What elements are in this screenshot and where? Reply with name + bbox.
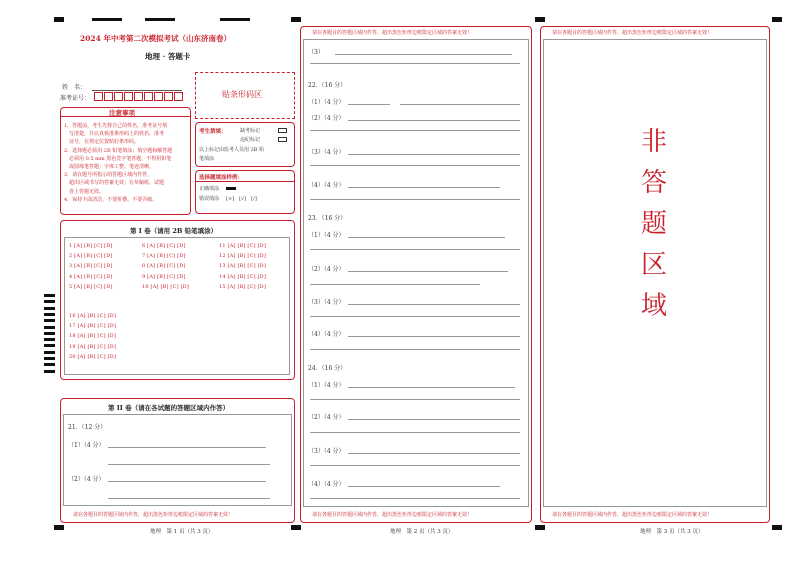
timing-mark xyxy=(44,300,55,303)
question-label: （1）（4 分） xyxy=(308,382,345,389)
registration-mark xyxy=(535,17,545,22)
page3-bottom-notice: 请在各题目的答题区域内作答，超出黑色矩形边框限定区域的答案无效！ xyxy=(552,512,713,518)
note-item: 证号，在规定位置贴好条形码。 xyxy=(64,139,140,146)
page1-footer: 地理 第 1 页（共 3 页） xyxy=(150,529,214,535)
answer-line[interactable] xyxy=(310,249,520,250)
choice-row[interactable]: 10 [A] [B] [C] [D] xyxy=(142,283,190,290)
ticket-digit-cell[interactable] xyxy=(134,92,143,101)
answer-line[interactable] xyxy=(348,271,508,272)
answer-line[interactable] xyxy=(108,464,270,465)
correct-fill-label: 正确填涂 xyxy=(199,186,220,192)
answer-line[interactable] xyxy=(310,465,520,466)
choice-row[interactable]: 12 [A] [B] [C] [D] xyxy=(219,253,267,260)
page2-top-notice: 请在各题目的答题区域内作答，超出黑色矩形边框限定区域的答案无效！ xyxy=(312,30,473,36)
non-answer-char: 题 xyxy=(641,209,668,239)
fill-sample-divider xyxy=(195,181,295,182)
answer-line[interactable] xyxy=(310,399,520,400)
notes-heading: 注意事项 xyxy=(109,109,135,117)
choice-row[interactable]: 18 [A] [B] [C] [D] xyxy=(69,333,117,340)
page3-footer: 地理 第 3 页（共 3 页） xyxy=(640,529,704,535)
absent-label: 缺考标记 xyxy=(240,128,261,134)
note-item: 卷上答题无效。 xyxy=(64,188,105,195)
ticket-digit-cell[interactable] xyxy=(164,92,173,101)
exam-marks-instruction: 笔填涂 xyxy=(199,156,215,162)
wrong-fill-label: 错误填涂 xyxy=(199,196,220,202)
ticket-digit-cell[interactable] xyxy=(144,92,153,101)
note-item: 超出区域书写的答案无效；在草稿纸、试题 xyxy=(64,180,165,187)
question-label: （3）（4 分） xyxy=(308,149,345,156)
answer-line[interactable] xyxy=(348,104,390,105)
timing-mark xyxy=(44,357,55,360)
choice-row[interactable]: 4 [A] [B] [C] [D] xyxy=(69,273,113,280)
question-label: （3）（4 分） xyxy=(308,448,345,455)
question-label: （4）（4 分） xyxy=(308,331,345,338)
choice-row[interactable]: 3 [A] [B] [C] [D] xyxy=(69,263,113,270)
timing-mark xyxy=(44,332,55,335)
note-item: 1．答题前，考生先将自己的姓名，准考证号填 xyxy=(64,123,168,129)
question-21-1-label: （1）（4 分） xyxy=(68,442,105,449)
question-label: （2）（4 分） xyxy=(308,115,345,122)
answer-line[interactable] xyxy=(348,154,520,155)
answer-line[interactable] xyxy=(108,498,270,499)
absent-checkbox[interactable] xyxy=(278,128,287,133)
choice-row[interactable]: 6 [A] [B] [C] [D] xyxy=(142,243,186,249)
question-label: （2）（4 分） xyxy=(308,414,345,421)
exam-marks-instruction: 以上标记由监考人员用 2B 铅 xyxy=(199,147,265,153)
choice-row[interactable]: 20 [A] [B] [C] [D] xyxy=(69,353,117,360)
question-label: （2）（4 分） xyxy=(308,266,345,273)
non-answer-char: 非 xyxy=(641,127,668,157)
page-title: 2024 年中考第二次模拟考试（山东济南卷） xyxy=(80,34,231,43)
ticket-digit-cell[interactable] xyxy=(94,92,103,101)
answer-line[interactable] xyxy=(348,453,520,454)
choice-row[interactable]: 5 [A] [B] [C] [D] xyxy=(69,283,113,290)
page2-footer: 地理 第 2 页（共 3 页） xyxy=(390,529,454,535)
choice-row[interactable]: 14 [A] [B] [C] [D] xyxy=(219,273,267,280)
registration-mark xyxy=(291,17,301,22)
timing-mark xyxy=(44,351,55,354)
correct-fill-sample xyxy=(226,187,236,190)
part1-heading: 第 I 卷（请用 2B 铅笔填涂） xyxy=(130,227,218,235)
non-answer-char: 答 xyxy=(641,168,668,198)
page1-notice: 请在各题目的答题区域内作答，超出黑色矩形边框限定区域的答案无效！ xyxy=(73,512,234,518)
answer-line[interactable] xyxy=(348,187,500,188)
page2-bottom-notice: 请在各题目的答题区域内作答，超出黑色矩形边框限定区域的答案无效！ xyxy=(312,512,473,518)
answer-line[interactable] xyxy=(310,349,520,350)
choice-row[interactable]: 8 [A] [B] [C] [D] xyxy=(142,263,186,270)
choice-row[interactable]: 2 [A] [B] [C] [D] xyxy=(69,253,113,260)
answer-line[interactable] xyxy=(348,486,500,487)
ticket-digit-cell[interactable] xyxy=(114,92,123,101)
timing-mark xyxy=(44,326,55,329)
registration-mark xyxy=(54,525,64,530)
page3-top-notice: 请在各题目的答题区域内作答，超出黑色矩形边框限定区域的答案无效！ xyxy=(552,30,713,36)
choice-row[interactable]: 16 [A] [B] [C] [D] xyxy=(69,313,117,319)
ticket-digit-cell[interactable] xyxy=(104,92,113,101)
note-item: 4．保持卡面清洁，不要折叠、不要弄破。 xyxy=(64,196,158,203)
question-label: 24．（16 分） xyxy=(308,365,347,372)
answer-line[interactable] xyxy=(310,284,480,285)
answer-line[interactable] xyxy=(310,165,520,166)
question-label: （4）（4 分） xyxy=(308,182,345,189)
registration-mark xyxy=(535,525,545,530)
answer-line[interactable] xyxy=(310,432,520,433)
violation-checkbox[interactable] xyxy=(278,137,287,142)
name-field[interactable] xyxy=(92,90,182,91)
non-answer-char: 域 xyxy=(641,291,668,321)
choice-row[interactable]: 11 [A] [B] [C] [D] xyxy=(219,243,267,249)
note-item: 或圆珠笔答题；字体工整、笔迹清晰。 xyxy=(64,164,155,170)
question-label: （4）（4 分） xyxy=(308,481,345,488)
timing-mark xyxy=(44,313,55,316)
note-item: 必须用 0.5 mm 黑色签字笔答题，不得用铅笔 xyxy=(64,155,172,162)
answer-line[interactable] xyxy=(348,237,505,238)
fill-sample-heading: 选择题填涂样例： xyxy=(199,175,244,181)
ticket-digit-cell[interactable] xyxy=(124,92,133,101)
timing-mark xyxy=(44,370,55,373)
registration-mark xyxy=(291,525,301,530)
answer-line[interactable] xyxy=(348,387,515,388)
choice-row[interactable]: 15 [A] [B] [C] [D] xyxy=(219,283,267,290)
note-item: 2．选择题必须用 2B 铅笔填涂；填空题和解答题 xyxy=(64,147,173,154)
registration-mark xyxy=(772,525,782,530)
registration-mark xyxy=(54,17,64,22)
barcode-label: 贴条形码区 xyxy=(222,90,262,99)
question-label: （1）（4 分） xyxy=(308,232,345,239)
answer-line[interactable] xyxy=(310,63,520,64)
timing-mark xyxy=(44,344,55,347)
question-label: （3） xyxy=(308,49,324,56)
answer-line[interactable] xyxy=(310,199,520,200)
answer-line[interactable] xyxy=(400,104,520,105)
timing-mark xyxy=(44,307,55,310)
registration-mark xyxy=(92,18,122,21)
question-label: 22．（16 分） xyxy=(308,82,347,89)
choice-row[interactable]: 17 [A] [B] [C] [D] xyxy=(69,323,117,330)
registration-mark xyxy=(772,17,782,22)
choice-row[interactable]: 19 [A] [B] [C] [D] xyxy=(69,343,117,350)
exam-marks-label: 考生禁填： xyxy=(199,129,227,135)
answer-line[interactable] xyxy=(335,54,512,55)
non-answer-char: 区 xyxy=(641,250,668,280)
question-label: 23．（16 分） xyxy=(308,215,347,222)
wrong-fill-samples: [×] [√] [/] xyxy=(226,196,257,202)
ticket-digit-cell[interactable] xyxy=(154,92,163,101)
answer-line[interactable] xyxy=(348,419,520,420)
ticket-label: 准考证号： xyxy=(60,95,91,102)
answer-line[interactable] xyxy=(310,316,520,317)
choice-row[interactable]: 9 [A] [B] [C] [D] xyxy=(142,273,186,280)
page-subtitle: 地理 · 答题卡 xyxy=(145,52,191,61)
question-label: （3）（4 分） xyxy=(308,299,345,306)
answer-line[interactable] xyxy=(348,120,520,121)
answer-line[interactable] xyxy=(108,481,266,482)
timing-mark xyxy=(44,363,55,366)
choice-row[interactable]: 7 [A] [B] [C] [D] xyxy=(142,253,186,260)
answer-line[interactable] xyxy=(108,447,266,448)
question-21-2-label: （2）（4 分） xyxy=(68,476,105,483)
choice-row[interactable]: 1 [A] [B] [C] [D] xyxy=(69,243,113,249)
part2-heading: 第 II 卷（请在各试题的答题区域内作答） xyxy=(108,404,230,412)
question-21-label: 21．（12 分） xyxy=(68,424,107,431)
answer-line[interactable] xyxy=(348,336,520,337)
note-item: 写清楚，并认真核准条形码上的姓名、准考 xyxy=(64,131,165,138)
answer-line[interactable] xyxy=(348,304,520,305)
violation-label: 违纪标记 xyxy=(240,137,261,143)
registration-mark xyxy=(145,18,175,21)
timing-mark xyxy=(44,338,55,341)
answer-line[interactable] xyxy=(310,498,520,499)
answer-line[interactable] xyxy=(310,130,520,131)
ticket-digit-cell[interactable] xyxy=(174,92,183,101)
registration-mark xyxy=(220,18,250,21)
page2-answer-frame xyxy=(303,39,529,507)
choice-row[interactable]: 13 [A] [B] [C] [D] xyxy=(219,263,267,270)
note-item: 3．请在题号所指示的答题区域内作答， xyxy=(64,172,153,179)
question-label: （1）（4 分） xyxy=(308,99,345,106)
timing-mark xyxy=(44,294,55,297)
name-label: 姓 名： xyxy=(62,84,87,91)
timing-mark xyxy=(44,319,55,322)
